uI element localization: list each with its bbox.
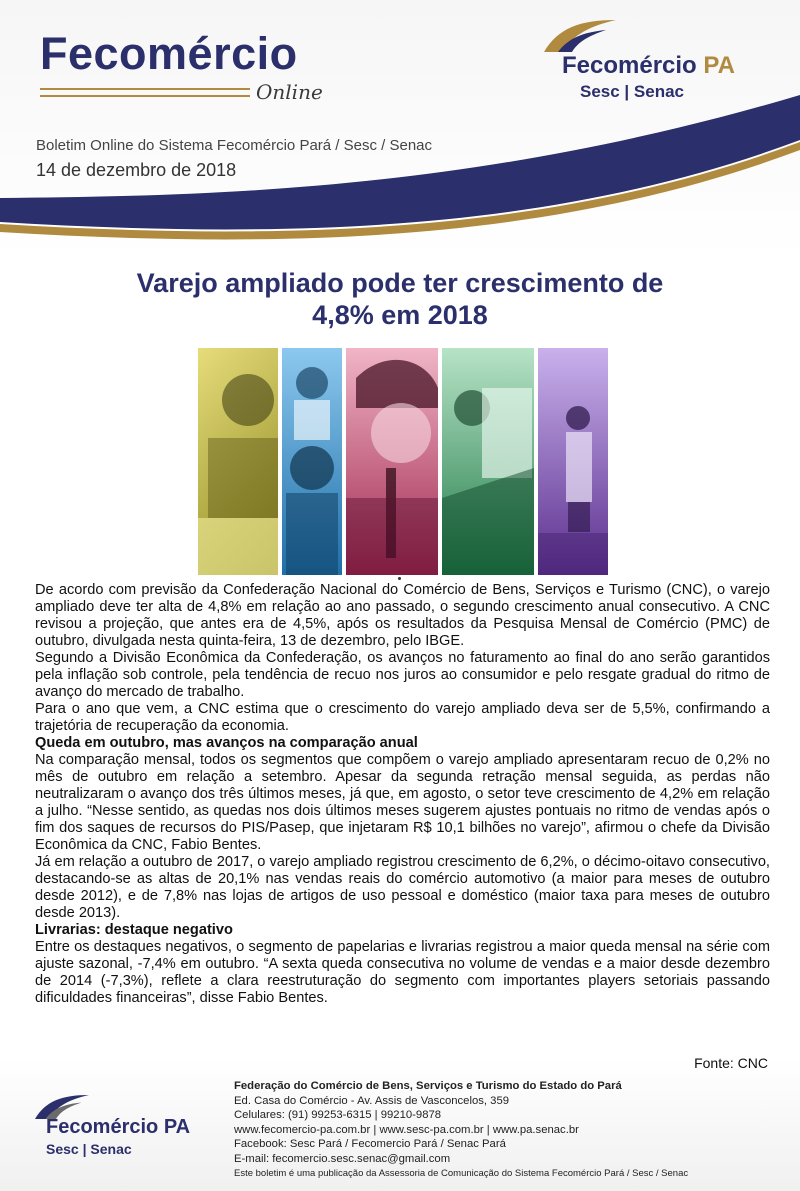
- footer-logo-subtitle: Sesc | Senac: [46, 1141, 132, 1157]
- photo-panel-pink: [346, 348, 438, 575]
- section-subtitle: Queda em outubro, mas avanços na comparação anual: [35, 735, 418, 751]
- brand-underline-top: [40, 88, 250, 90]
- footer-org: Federação do Comércio de Bens, Serviços e Turismo do Estado do Pará: [234, 1080, 622, 1092]
- photo-panel-purple: [538, 348, 608, 575]
- article-body: [35, 582, 770, 1007]
- photo-panel-green: [442, 348, 534, 575]
- article-headline: Varejo ampliado pode ter crescimento de 4,8% em 2018: [136, 268, 664, 330]
- footer-contact: [234, 1079, 688, 1181]
- wing-icon: [540, 18, 620, 54]
- footer-note: Este boletim é uma publicação da Assessoria de Comunicação do Sistema Fecomércio Pará / Sesc / Senac: [234, 1167, 689, 1179]
- brand-title: Fecomércio: [40, 28, 298, 79]
- footer-logo-name: Fecomércio PA: [46, 1116, 191, 1138]
- brand-subtitle: Online: [256, 80, 323, 104]
- logo-name: Fecomércio PA: [562, 52, 735, 79]
- separator-dot: [398, 577, 401, 580]
- paragraph: Segundo a Divisão Econômica da Confederação, os avanços no faturamento ao final do ano serão garantidos pela inflação sob controle, pela tendência de recuo nos juros ao consumidor e pelo resgate gradual do ritmo de avanço do mercado de trabalho.: [35, 650, 770, 700]
- paragraph: Entre os destaques negativos, o segmento de papelarias e livrarias registrou a maior queda mensal na série com ajuste sazonal, -7,4% em outubro. “A sexta queda consecutiva no volume de vendas e a maior desde dezembro de 2014 (-7,3%), reflete a clara reestruturação do segmento com importantes players setoriais passando dificuldades financeiras”, disse Fabio Bentes.: [35, 939, 770, 1006]
- bulletin-date: 14 de dezembro de 2018: [36, 160, 237, 180]
- footer-email[interactable]: E-mail: fecomercio.sesc.senac@gmail.com: [234, 1152, 451, 1165]
- photo-panel-blue: [282, 348, 342, 575]
- paragraph: Já em relação a outubro de 2017, o varejo ampliado registrou crescimento de 6,2%, o décimo-oitavo consecutivo, destacando-se as altas de 20,1% nas vendas reais do comércio automotivo (a maior para meses de outubro desde 2012), e de 7,8% nas lojas de artigos de uso pessoal e doméstico (maior taxa para meses de outubro desde 2013).: [35, 854, 770, 921]
- footer-address: Ed. Casa do Comércio - Av. Assis de Vasconcelos, 359: [234, 1094, 510, 1107]
- photo-panel-yellow: [198, 348, 278, 575]
- source-credit: Fonte: CNC: [694, 1055, 768, 1071]
- photo-strip: [198, 348, 608, 575]
- paragraph: De acordo com previsão da Confederação Nacional do Comércio de Bens, Serviços e Turismo (CNC), o varejo ampliado deve ter alta de 4,8% em relação ao ano passado, o segundo crescimento anual consecutivo. A CNC revisou a projeção, que antes era de 4,5%, após os resultados da Pesquisa Mensal de Comércio (PMC) de outubro, divulgada nesta quinta-feira, 13 de dezembro, pelo IBGE.: [35, 582, 770, 649]
- section-subtitle: Livrarias: destaque negativo: [35, 922, 233, 938]
- footer-phones: Celulares: (91) 99253-6315 | 99210-9878: [234, 1109, 442, 1122]
- footer-facebook[interactable]: Facebook: Sesc Pará / Fecomercio Pará / Senac Pará: [234, 1138, 506, 1151]
- logo-subtitle: Sesc | Senac: [580, 82, 684, 101]
- footer-websites[interactable]: www.fecomercio-pa.com.br | www.sesc-pa.com.br | www.pa.senac.br: [234, 1123, 579, 1136]
- paragraph: Para o ano que vem, a CNC estima que o crescimento do varejo ampliado deva ser de 5,5%, confirmando a trajetória de recuperação da economia.: [35, 701, 770, 734]
- bulletin-line: Boletim Online do Sistema Fecomércio Pará / Sesc / Senac: [36, 137, 433, 154]
- paragraph: Na comparação mensal, todos os segmentos que compõem o varejo ampliado apresentaram recuo de 0,2% no mês de outubro em relação a setembro. Apesar da segunda retração mensal seguida, as perdas não neutralizaram o avanço dos três últimos meses, já que, em agosto, o setor teve crescimento de 4,2% em relação a julho. “Nesse sentido, as quedas nos dois últimos meses sugerem ajustes pontuais no ritmo de vendas após o fim dos saques de recursos do PIS/Pasep, que injetaram R$ 10,1 bilhões no varejo”, afirmou o chefe da Divisão Econômica da CNC, Fabio Bentes.: [35, 752, 770, 853]
- brand-underline-bottom: [40, 95, 250, 97]
